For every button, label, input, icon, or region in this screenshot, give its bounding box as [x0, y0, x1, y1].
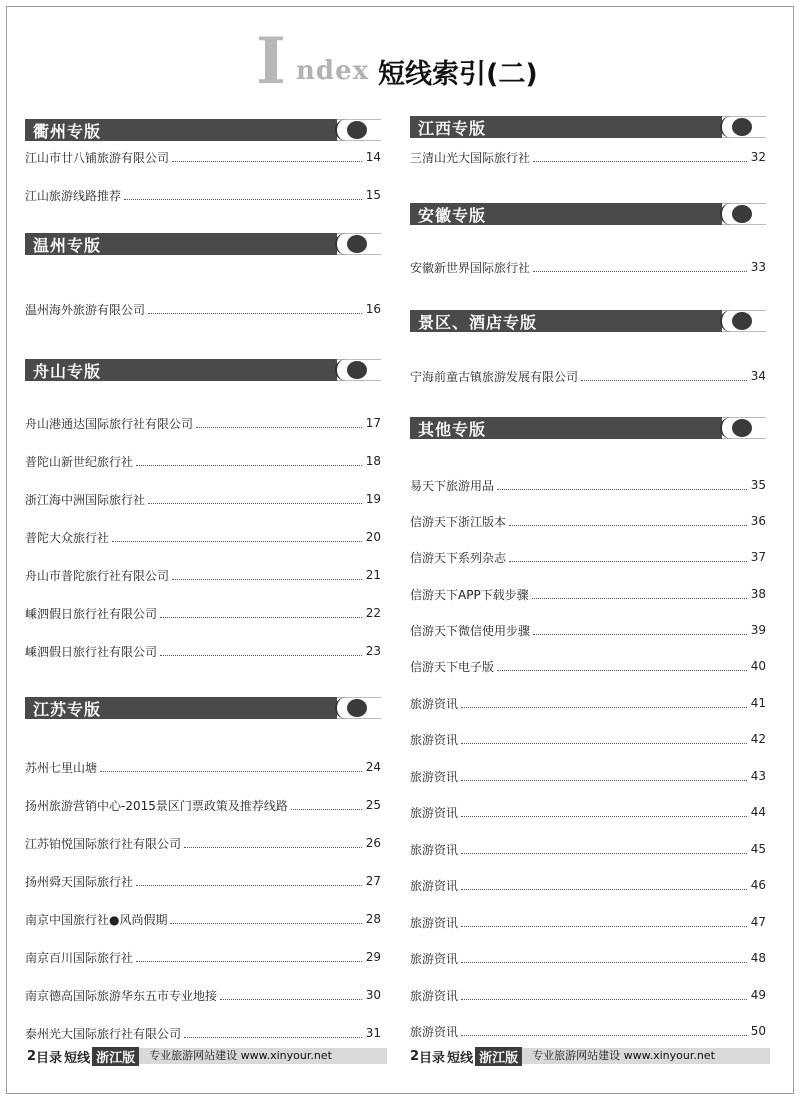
entry-page: 40 — [750, 659, 766, 673]
toc-entry[interactable] — [410, 621, 766, 639]
entry-title: 南京百川国际旅行社 — [25, 950, 134, 965]
entry-title: 普陀大众旅行社 — [25, 530, 110, 545]
entry-page: 15 — [365, 188, 381, 202]
dot-leader — [533, 271, 747, 272]
section-label: 其他专版 — [418, 419, 487, 439]
dot-leader — [112, 541, 362, 542]
toc-entry[interactable] — [25, 148, 381, 166]
toc-entry[interactable] — [410, 1022, 766, 1040]
section-marker-icon — [337, 697, 381, 719]
entry-page: 39 — [750, 623, 766, 637]
section-header-quzhou — [25, 119, 381, 141]
dot-leader — [497, 489, 747, 490]
section-header-anhui — [410, 203, 766, 225]
entry-title: 扬州旅游营销中心-2015景区门票政策及推荐线路 — [25, 798, 288, 813]
entry-page: 32 — [750, 150, 766, 164]
entry-page: 41 — [750, 696, 766, 710]
footer-short-line: 短线 — [447, 1050, 474, 1066]
section-marker-icon — [722, 417, 766, 439]
section-header-wenzhou — [25, 233, 381, 255]
footer-page-number: 2 — [410, 1048, 420, 1064]
dot-leader — [220, 999, 362, 1000]
dot-leader — [136, 885, 362, 886]
dot-leader — [136, 465, 362, 466]
entry-page: 28 — [365, 912, 381, 926]
footer-page-number: 2 — [27, 1048, 37, 1064]
entry-page: 31 — [365, 1026, 381, 1040]
footer-directory: 目录 — [419, 1050, 446, 1066]
dot-leader — [509, 525, 747, 526]
footer-tagline: 专业旅游网站建设 www.xinyour.net — [139, 1048, 387, 1064]
footer-right — [410, 1047, 770, 1065]
section-header-other — [410, 417, 766, 439]
entry-title: 三清山光大国际旅行社 — [410, 150, 531, 165]
toc-entry[interactable] — [25, 528, 381, 546]
footer-short-line: 短线 — [64, 1050, 91, 1066]
dot-leader — [160, 655, 362, 656]
entry-title: 南京中国旅行社●风尚假期 — [25, 912, 168, 927]
dot-leader — [184, 1037, 362, 1038]
entry-title: 普陀山新世纪旅行社 — [25, 454, 134, 469]
toc-entry[interactable] — [410, 913, 766, 931]
dot-leader — [461, 853, 747, 854]
toc-entry[interactable] — [410, 986, 766, 1004]
toc-entry[interactable] — [25, 566, 381, 584]
section-label: 温州专版 — [33, 235, 102, 255]
section-marker-icon — [722, 203, 766, 225]
dot-leader — [461, 707, 747, 708]
entry-title: 舟山港通达国际旅行社有限公司 — [25, 416, 194, 431]
entry-title: 旅游资讯 — [410, 915, 459, 930]
toc-entry[interactable] — [25, 490, 381, 508]
dot-leader — [172, 161, 362, 162]
entry-page: 49 — [750, 988, 766, 1002]
entry-page: 26 — [365, 836, 381, 850]
dot-leader — [461, 1035, 747, 1036]
toc-entry[interactable] — [410, 657, 766, 675]
entry-page: 23 — [365, 644, 381, 658]
section-marker-icon — [337, 119, 381, 141]
toc-entry[interactable] — [25, 834, 381, 852]
entry-title: 旅游资讯 — [410, 769, 459, 784]
entry-title: 南京德高国际旅游华东五市专业地接 — [25, 988, 218, 1003]
entry-page: 47 — [750, 915, 766, 929]
entry-page: 17 — [365, 416, 381, 430]
entry-title: 江苏铂悦国际旅行社有限公司 — [25, 836, 182, 851]
dot-leader — [497, 670, 747, 671]
dot-leader — [172, 579, 362, 580]
entry-title: 易天下旅游用品 — [410, 478, 495, 493]
dot-leader — [148, 503, 362, 504]
entry-page: 37 — [750, 550, 766, 564]
entry-title: 信游天下APP下载步骤 — [410, 587, 529, 602]
entry-title: 舟山市普陀旅行社有限公司 — [25, 568, 170, 583]
section-header-zhoushan — [25, 359, 381, 381]
entry-page: 42 — [750, 732, 766, 746]
toc-entry[interactable] — [25, 910, 381, 928]
toc-entry[interactable] — [25, 300, 381, 318]
entry-page: 44 — [750, 805, 766, 819]
entry-title: 扬州舜天国际旅行社 — [25, 874, 134, 889]
title-chinese: 短线索引(二) — [378, 59, 538, 90]
entry-title: 宁海前童古镇旅游发展有限公司 — [410, 369, 579, 384]
entry-title: 江山旅游线路推荐 — [25, 188, 122, 203]
section-marker-icon — [722, 310, 766, 332]
dot-leader — [160, 617, 362, 618]
dot-leader — [461, 962, 747, 963]
entry-page: 36 — [750, 514, 766, 528]
toc-entry[interactable] — [25, 758, 381, 776]
section-header-jiangxi — [410, 116, 766, 138]
dot-leader — [100, 771, 362, 772]
toc-entry[interactable] — [410, 767, 766, 785]
title-initial: I — [256, 24, 286, 99]
dot-leader — [461, 999, 747, 1000]
toc-entry[interactable] — [25, 872, 381, 890]
entry-title: 旅游资讯 — [410, 842, 459, 857]
entry-page: 21 — [365, 568, 381, 582]
entry-page: 24 — [365, 760, 381, 774]
entry-title: 旅游资讯 — [410, 732, 459, 747]
entry-page: 25 — [365, 798, 381, 812]
dot-leader — [184, 847, 362, 848]
footer-edition-badge: 浙江版 — [475, 1047, 522, 1066]
page-title — [0, 24, 800, 99]
dot-leader — [136, 961, 362, 962]
entry-page: 27 — [365, 874, 381, 888]
section-marker-icon — [722, 116, 766, 138]
section-label: 景区、酒店专版 — [418, 312, 538, 332]
dot-leader — [509, 561, 747, 562]
entry-title: 旅游资讯 — [410, 805, 459, 820]
section-marker-icon — [337, 359, 381, 381]
section-label: 江苏专版 — [33, 699, 102, 719]
toc-entry[interactable] — [410, 548, 766, 566]
toc-entry[interactable] — [410, 148, 766, 166]
title-latin: ndex — [296, 56, 370, 86]
section-header-jiangsu — [25, 697, 381, 719]
footer-edition-badge: 浙江版 — [92, 1047, 139, 1066]
section-header-scenic-hotel — [410, 310, 766, 332]
dot-leader — [170, 923, 362, 924]
entry-title: 旅游资讯 — [410, 1024, 459, 1039]
toc-entry[interactable] — [25, 1024, 381, 1042]
entry-title: 泰州光大国际旅行社有限公司 — [25, 1026, 182, 1041]
footer-tagline: 专业旅游网站建设 www.xinyour.net — [522, 1048, 770, 1064]
toc-entry[interactable] — [410, 730, 766, 748]
toc-entry[interactable] — [410, 803, 766, 821]
entry-title: 嵊泗假日旅行社有限公司 — [25, 606, 158, 621]
toc-entry[interactable] — [25, 186, 381, 204]
entry-title: 温州海外旅游有限公司 — [25, 302, 146, 317]
section-label: 衢州专版 — [33, 121, 102, 141]
dot-leader — [291, 809, 362, 810]
toc-entry[interactable] — [25, 948, 381, 966]
entry-title: 嵊泗假日旅行社有限公司 — [25, 644, 158, 659]
dot-leader — [196, 427, 362, 428]
entry-page: 48 — [750, 951, 766, 965]
dot-leader — [532, 598, 747, 599]
entry-title: 旅游资讯 — [410, 696, 459, 711]
entry-title: 旅游资讯 — [410, 988, 459, 1003]
entry-page: 22 — [365, 606, 381, 620]
dot-leader — [581, 380, 747, 381]
entry-title: 苏州七里山塘 — [25, 760, 98, 775]
dot-leader — [461, 889, 747, 890]
toc-entry[interactable] — [410, 694, 766, 712]
dot-leader — [461, 816, 747, 817]
dot-leader — [461, 926, 747, 927]
entry-title: 信游天下浙江版本 — [410, 514, 507, 529]
section-marker-icon — [337, 233, 381, 255]
section-label: 安徽专版 — [418, 205, 487, 225]
entry-page: 38 — [750, 587, 766, 601]
section-label: 舟山专版 — [33, 361, 102, 381]
dot-leader — [461, 780, 747, 781]
entry-page: 34 — [750, 369, 766, 383]
toc-entry[interactable] — [25, 986, 381, 1004]
toc-entry[interactable] — [410, 585, 766, 603]
toc-entry[interactable] — [410, 512, 766, 530]
entry-page: 29 — [365, 950, 381, 964]
section-label: 江西专版 — [418, 118, 487, 138]
entry-page: 35 — [750, 478, 766, 492]
entry-title: 信游天下微信使用步骤 — [410, 623, 531, 638]
entry-title: 安徽新世界国际旅行社 — [410, 260, 531, 275]
entry-title: 旅游资讯 — [410, 878, 459, 893]
toc-entry[interactable] — [25, 452, 381, 470]
dot-leader — [533, 161, 747, 162]
toc-entry[interactable] — [410, 367, 766, 385]
entry-page: 30 — [365, 988, 381, 1002]
entry-page: 33 — [750, 260, 766, 274]
toc-entry[interactable] — [25, 414, 381, 432]
toc-entry[interactable] — [25, 642, 381, 660]
entry-page: 14 — [365, 150, 381, 164]
entry-page: 45 — [750, 842, 766, 856]
entry-page: 46 — [750, 878, 766, 892]
entry-title: 江山市廿八铺旅游有限公司 — [25, 150, 170, 165]
entry-page: 50 — [750, 1024, 766, 1038]
dot-leader — [148, 313, 362, 314]
entry-page: 16 — [365, 302, 381, 316]
entry-page: 18 — [365, 454, 381, 468]
toc-entry[interactable] — [25, 604, 381, 622]
dot-leader — [124, 199, 362, 200]
entry-title: 旅游资讯 — [410, 951, 459, 966]
toc-entry[interactable] — [25, 796, 381, 814]
entry-title: 信游天下系列杂志 — [410, 550, 507, 565]
entry-page: 19 — [365, 492, 381, 506]
footer-left — [27, 1047, 387, 1065]
toc-entry[interactable] — [410, 949, 766, 967]
footer-directory: 目录 — [36, 1050, 63, 1066]
toc-entry[interactable] — [410, 476, 766, 494]
toc-entry[interactable] — [410, 840, 766, 858]
dot-leader — [533, 634, 747, 635]
entry-page: 20 — [365, 530, 381, 544]
dot-leader — [461, 743, 747, 744]
entry-title: 浙江海中洲国际旅行社 — [25, 492, 146, 507]
entry-title: 信游天下电子版 — [410, 659, 495, 674]
toc-entry[interactable] — [410, 876, 766, 894]
toc-entry[interactable] — [410, 258, 766, 276]
entry-page: 43 — [750, 769, 766, 783]
